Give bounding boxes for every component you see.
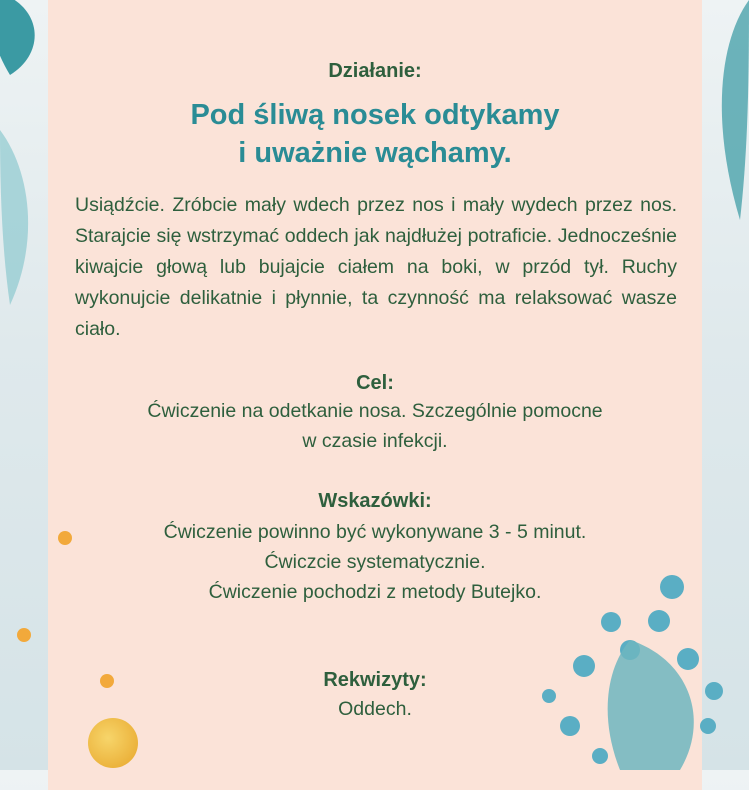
rekwizyty-value: Oddech. [338,698,412,720]
wskazowki-text [48,517,702,607]
teal-leaf-decoration-right [700,0,749,230]
cel-text [48,396,702,456]
cel-line: w czasie infekcji. [302,430,448,452]
exercise-heading [48,96,702,172]
card-title [48,0,702,2]
blue-dot-decoration [542,689,556,703]
teal-leaf-decoration-left [0,130,48,310]
blue-dot-decoration [648,610,670,632]
cel-label: Cel: [356,372,394,394]
blue-dot-decoration [601,612,621,632]
blue-dot-decoration [660,575,684,599]
dzialanie-label: Działanie: [328,60,422,82]
wskazowki-label: Wskazówki: [318,490,432,512]
orange-dot-decoration [100,674,114,688]
wskazowki-line: Ćwiczenie powinno być wykonywane 3 - 5 minut. [163,521,587,543]
heading-line: i uważnie wąchamy. [238,137,512,169]
orange-dot-decoration [17,628,31,642]
orange-dot-decoration [58,531,72,545]
rekwizyty-label: Rekwizyty: [323,669,427,691]
instructions-paragraph: Usiądźcie. Zróbcie mały wdech przez nos i mały wydech przez nos. Starajcie się wstrzymać oddech jak najdłużej potraficie. Jednocześnie kiwajcie głową lub bujajcie ciałem na boki, w przód tył. Ruchy wykonujcie delikatnie i płynnie, ta czynność ma relaksować wasze ciało. [75,194,677,340]
blue-dot-decoration [560,716,580,736]
blue-dot-decoration [573,655,595,677]
heading-line: Pod śliwą nosek odtykamy [190,99,560,131]
cel-line: Ćwiczenie na odetkanie nosa. Szczególnie pomocne [147,400,603,422]
wskazowki-line: Ćwiczenie pochodzi z metody Butejko. [208,581,542,603]
teal-leaf-decoration-bottom-right [600,640,710,770]
yellow-circle-decoration [88,718,138,768]
wskazowki-line: Ćwiczcie systematycznie. [264,551,486,573]
